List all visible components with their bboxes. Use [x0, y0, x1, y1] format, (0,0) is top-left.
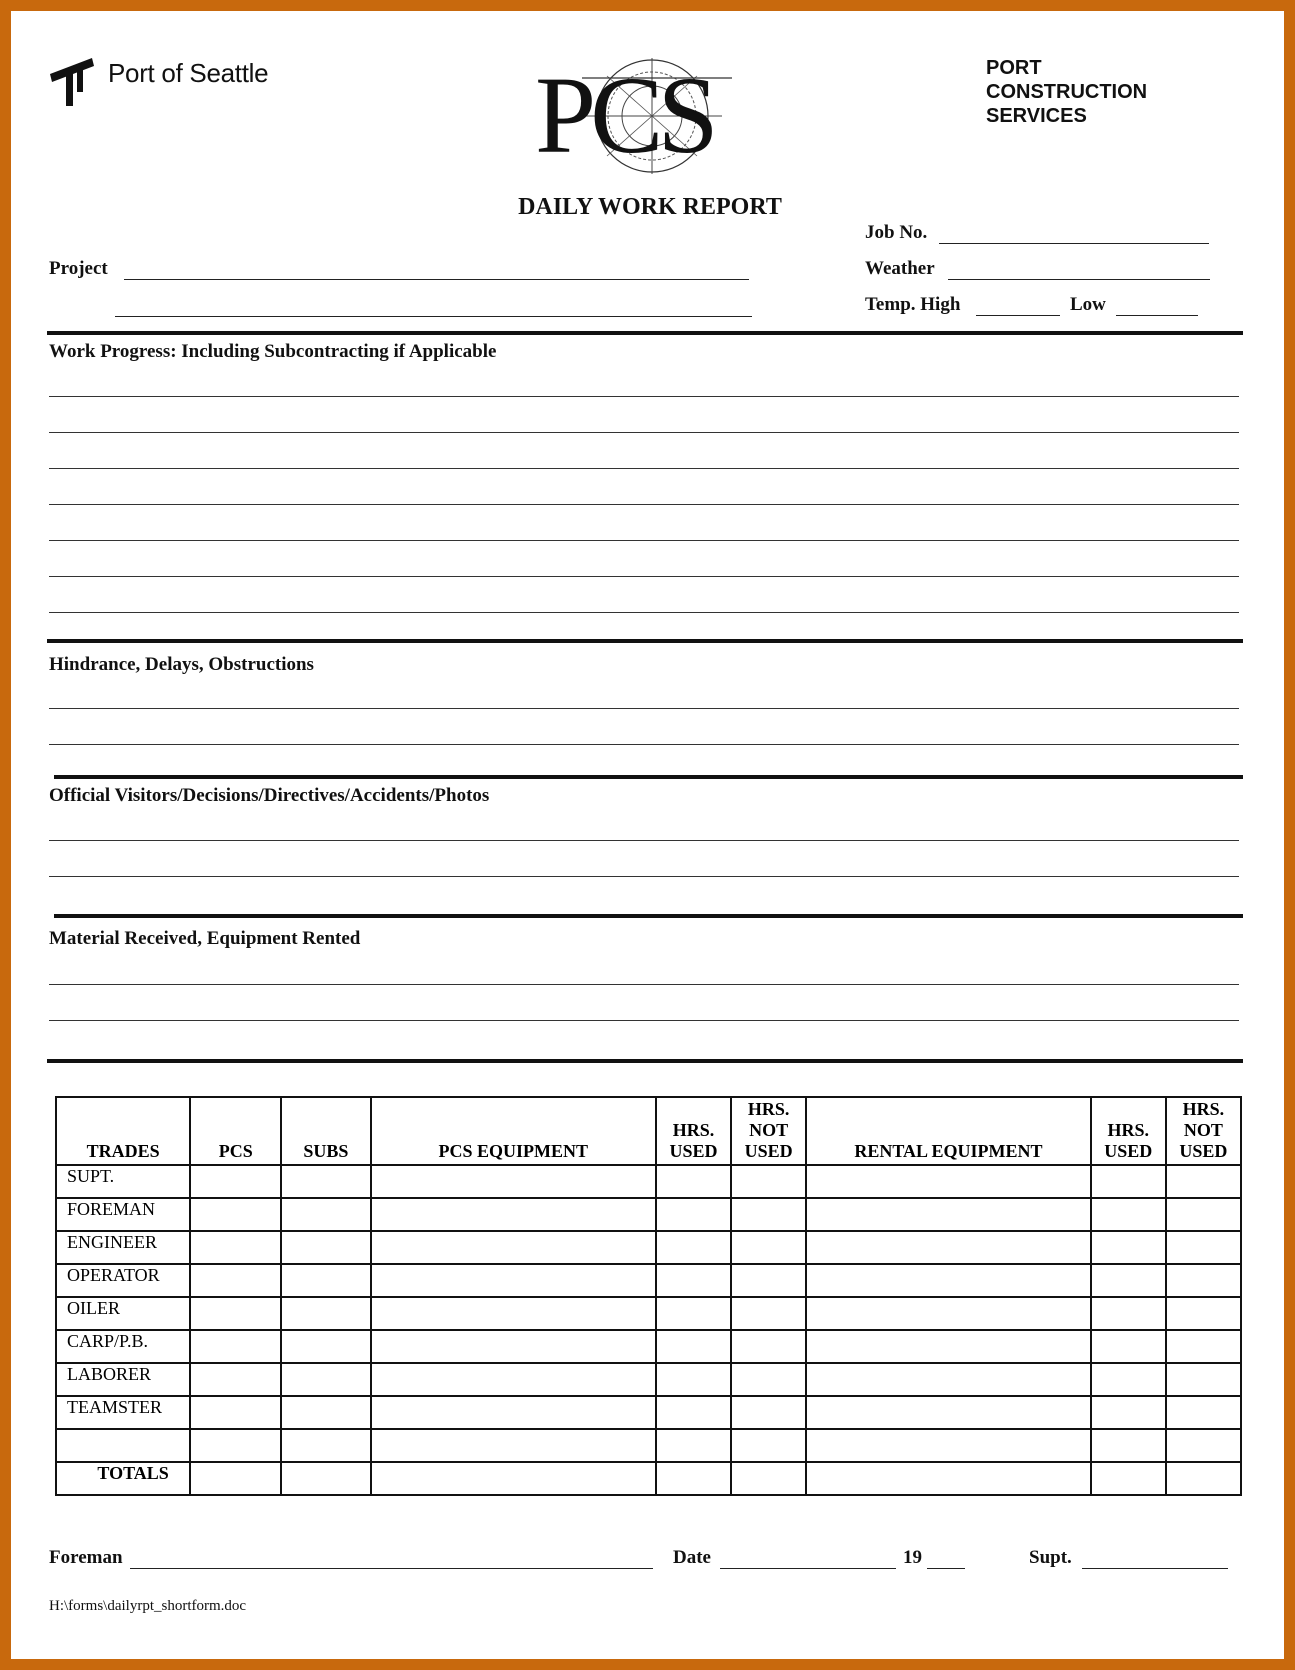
table-cell[interactable] [371, 1198, 656, 1231]
table-cell[interactable] [371, 1330, 656, 1363]
table-header-row [56, 1097, 1241, 1165]
totals-cell[interactable] [731, 1462, 806, 1495]
work-progress-line[interactable] [49, 504, 1239, 505]
col-rental-equipment: RENTAL EQUIPMENT [806, 1097, 1090, 1165]
table-cell[interactable] [656, 1429, 731, 1462]
table-row [56, 1396, 1241, 1429]
divider [47, 331, 1243, 335]
col-trades: TRADES [56, 1097, 190, 1165]
table-cell[interactable] [731, 1330, 806, 1363]
table-cell[interactable] [806, 1330, 1090, 1363]
table-cell[interactable] [1166, 1429, 1241, 1462]
table-row [56, 1231, 1241, 1264]
table-cell[interactable] [1091, 1363, 1166, 1396]
visitors-line[interactable] [49, 876, 1239, 877]
table-cell[interactable] [1166, 1396, 1241, 1429]
table-cell[interactable] [656, 1396, 731, 1429]
totals-row [56, 1462, 1241, 1495]
divider [54, 914, 1243, 918]
col-subs: SUBS [281, 1097, 370, 1165]
table-cell[interactable] [281, 1264, 370, 1297]
table-cell[interactable] [656, 1231, 731, 1264]
totals-label: TOTALS [56, 1462, 190, 1495]
table-cell[interactable] [281, 1396, 370, 1429]
table-cell[interactable] [281, 1297, 370, 1330]
totals-cell[interactable] [806, 1462, 1090, 1495]
table-cell[interactable] [190, 1165, 281, 1198]
weather-label: Weather [865, 258, 935, 279]
work-progress-line[interactable] [49, 432, 1239, 433]
division-line-1: PORT [986, 57, 1042, 79]
table-cell[interactable] [371, 1429, 656, 1462]
table-cell[interactable] [371, 1165, 656, 1198]
totals-cell[interactable] [1166, 1462, 1241, 1495]
col-hrs-used-2: HRS. USED [1091, 1097, 1166, 1165]
table-cell[interactable] [190, 1264, 281, 1297]
table-cell[interactable] [1091, 1264, 1166, 1297]
col-hrs-used: HRS. USED [656, 1097, 731, 1165]
table-cell[interactable] [806, 1429, 1090, 1462]
table-cell[interactable] [806, 1231, 1090, 1264]
table-cell[interactable] [806, 1264, 1090, 1297]
table-cell[interactable] [731, 1396, 806, 1429]
divider [47, 639, 1243, 643]
work-progress-heading: Work Progress: Including Subcontracting if Applicable [49, 341, 497, 362]
table-row [56, 1165, 1241, 1198]
trade-name: SUPT. [56, 1165, 190, 1198]
year-prefix: 19 [903, 1547, 922, 1568]
table-cell[interactable] [656, 1297, 731, 1330]
trade-name: OILER [56, 1297, 190, 1330]
trade-name: FOREMAN [56, 1198, 190, 1231]
table-cell[interactable] [731, 1429, 806, 1462]
table-cell[interactable] [731, 1297, 806, 1330]
table-cell[interactable] [806, 1165, 1090, 1198]
table-cell[interactable] [656, 1363, 731, 1396]
totals-cell[interactable] [1091, 1462, 1166, 1495]
trade-name: LABORER [56, 1363, 190, 1396]
totals-cell[interactable] [656, 1462, 731, 1495]
table-cell[interactable] [371, 1231, 656, 1264]
table-cell[interactable] [190, 1330, 281, 1363]
trades-table [55, 1096, 1242, 1496]
table-cell[interactable] [731, 1264, 806, 1297]
visitors-line[interactable] [49, 840, 1239, 841]
divider [47, 1059, 1243, 1063]
org-name: Port of Seattle [108, 58, 269, 88]
division-name [986, 56, 1147, 128]
table-cell[interactable] [1166, 1231, 1241, 1264]
material-heading: Material Received, Equipment Rented [49, 928, 361, 949]
project-label: Project [49, 258, 108, 279]
foreman-label: Foreman [49, 1547, 123, 1568]
foreman-signature-field[interactable] [130, 1568, 653, 1569]
supt-signature-field[interactable] [1082, 1568, 1228, 1569]
temp-low-label: Low [1070, 294, 1106, 315]
work-progress-line[interactable] [49, 540, 1239, 541]
col-pcs-equipment: PCS EQUIPMENT [371, 1097, 656, 1165]
table-cell[interactable] [656, 1165, 731, 1198]
table-row [56, 1429, 1241, 1462]
file-path: H:\forms\dailyrpt_shortform.doc [49, 1598, 247, 1614]
table-cell[interactable] [190, 1396, 281, 1429]
table-cell[interactable] [731, 1165, 806, 1198]
port-of-seattle-logo-icon [48, 54, 98, 111]
table-cell[interactable] [731, 1363, 806, 1396]
date-field[interactable] [720, 1568, 896, 1569]
hindrance-line[interactable] [49, 744, 1239, 745]
temp-low-field[interactable] [1116, 315, 1198, 316]
page-title: DAILY WORK REPORT [518, 194, 782, 220]
table-row [56, 1330, 1241, 1363]
table-cell[interactable] [656, 1198, 731, 1231]
table-cell[interactable] [656, 1330, 731, 1363]
divider [54, 775, 1243, 779]
table-cell[interactable] [371, 1297, 656, 1330]
year-field[interactable] [927, 1568, 965, 1569]
table-cell[interactable] [190, 1231, 281, 1264]
table-cell[interactable] [1166, 1363, 1241, 1396]
trade-name: CARP/P.B. [56, 1330, 190, 1363]
work-progress-line[interactable] [49, 612, 1239, 613]
pcs-logo-letters: PCS [535, 54, 713, 176]
table-cell[interactable] [1091, 1165, 1166, 1198]
table-cell[interactable] [190, 1297, 281, 1330]
table-row [56, 1297, 1241, 1330]
trade-name [56, 1429, 190, 1462]
job-no-field[interactable] [939, 243, 1209, 244]
table-cell[interactable] [806, 1297, 1090, 1330]
trade-name: TEAMSTER [56, 1396, 190, 1429]
table-cell[interactable] [1091, 1429, 1166, 1462]
col-pcs: PCS [190, 1097, 281, 1165]
weather-field[interactable] [948, 279, 1210, 280]
temp-high-field[interactable] [976, 315, 1060, 316]
table-cell[interactable] [806, 1363, 1090, 1396]
table-cell[interactable] [281, 1198, 370, 1231]
hindrance-heading: Hindrance, Delays, Obstructions [49, 654, 314, 675]
table-cell[interactable] [1166, 1297, 1241, 1330]
table-cell[interactable] [731, 1198, 806, 1231]
material-line[interactable] [49, 984, 1239, 985]
table-cell[interactable] [1166, 1264, 1241, 1297]
table-cell[interactable] [281, 1231, 370, 1264]
trade-name: OPERATOR [56, 1264, 190, 1297]
table-cell[interactable] [371, 1264, 656, 1297]
work-progress-line[interactable] [49, 576, 1239, 577]
table-cell[interactable] [371, 1363, 656, 1396]
table-cell[interactable] [190, 1363, 281, 1396]
table-row [56, 1198, 1241, 1231]
work-progress-line[interactable] [49, 396, 1239, 397]
table-cell[interactable] [731, 1231, 806, 1264]
table-cell[interactable] [1166, 1165, 1241, 1198]
table-cell[interactable] [656, 1264, 731, 1297]
trade-name: ENGINEER [56, 1231, 190, 1264]
material-line[interactable] [49, 1020, 1239, 1021]
totals-cell[interactable] [190, 1462, 281, 1495]
visitors-heading: Official Visitors/Decisions/Directives/Accidents/Photos [49, 785, 490, 806]
table-row [56, 1363, 1241, 1396]
division-line-3: SERVICES [986, 105, 1087, 127]
table-cell[interactable] [1091, 1330, 1166, 1363]
table-cell[interactable] [371, 1396, 656, 1429]
table-cell[interactable] [190, 1429, 281, 1462]
table-cell[interactable] [1166, 1198, 1241, 1231]
supt-label: Supt. [1029, 1547, 1072, 1568]
table-row [56, 1264, 1241, 1297]
table-cell[interactable] [806, 1198, 1090, 1231]
table-cell[interactable] [1166, 1330, 1241, 1363]
table-cell[interactable] [1091, 1297, 1166, 1330]
work-progress-line[interactable] [49, 468, 1239, 469]
table-cell[interactable] [281, 1165, 370, 1198]
table-cell[interactable] [281, 1363, 370, 1396]
table-cell[interactable] [1091, 1231, 1166, 1264]
col-hrs-not-used: HRS. NOT USED [731, 1097, 806, 1165]
table-cell[interactable] [281, 1429, 370, 1462]
date-label: Date [673, 1547, 711, 1568]
totals-cell[interactable] [281, 1462, 370, 1495]
table-cell[interactable] [190, 1198, 281, 1231]
project-field-line-1[interactable] [124, 279, 749, 280]
project-field-line-2[interactable] [115, 316, 752, 317]
temp-high-label: Temp. High [865, 294, 961, 315]
table-cell[interactable] [806, 1396, 1090, 1429]
hindrance-line[interactable] [49, 708, 1239, 709]
totals-cell[interactable] [371, 1462, 656, 1495]
division-line-2: CONSTRUCTION [986, 81, 1148, 103]
table-cell[interactable] [1091, 1396, 1166, 1429]
table-cell[interactable] [1091, 1198, 1166, 1231]
col-hrs-not-used-2: HRS. NOT USED [1166, 1097, 1241, 1165]
table-cell[interactable] [281, 1330, 370, 1363]
job-no-label: Job No. [865, 222, 928, 243]
